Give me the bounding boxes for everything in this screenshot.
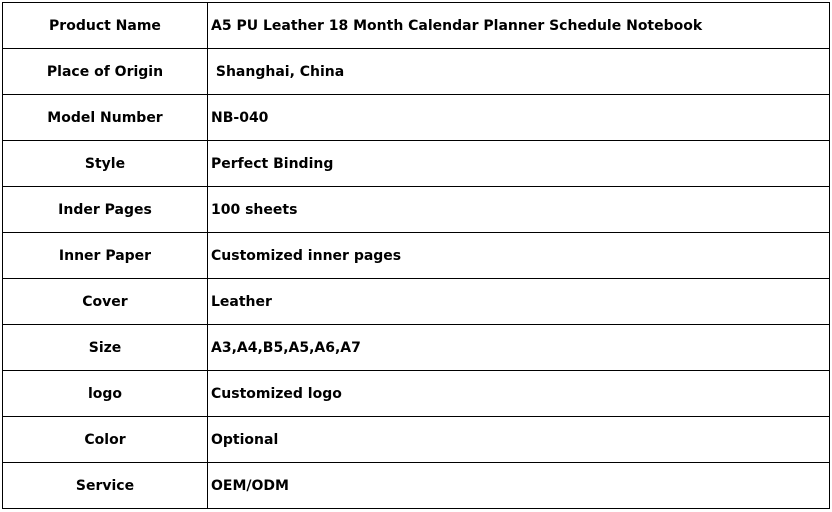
table-row [3,325,830,371]
table-row [3,371,830,417]
spec-label: Product Name [3,3,208,49]
table-row [3,49,830,95]
spec-value: Customized inner pages [208,233,830,279]
table-row [3,3,830,49]
spec-value: OEM/ODM [208,463,830,509]
spec-label: Style [3,141,208,187]
spec-label: Place of Origin [3,49,208,95]
table-row [3,141,830,187]
spec-label: Service [3,463,208,509]
spec-value: A3,A4,B5,A5,A6,A7 [208,325,830,371]
spec-label: logo [3,371,208,417]
spec-value: Leather [208,279,830,325]
spec-value: Shanghai, China [208,49,830,95]
spec-value: A5 PU Leather 18 Month Calendar Planner Schedule Notebook [208,3,830,49]
spec-label: Cover [3,279,208,325]
spec-label: Model Number [3,95,208,141]
table-row [3,187,830,233]
spec-value: Optional [208,417,830,463]
spec-value: Perfect Binding [208,141,830,187]
product-spec-table [2,2,830,509]
table-row [3,279,830,325]
spec-label: Color [3,417,208,463]
spec-label: Size [3,325,208,371]
table-row [3,233,830,279]
spec-label: Inner Paper [3,233,208,279]
spec-value: NB-040 [208,95,830,141]
table-row [3,417,830,463]
table-row [3,463,830,509]
spec-value: Customized logo [208,371,830,417]
spec-label: Inder Pages [3,187,208,233]
table-row [3,95,830,141]
spec-value: 100 sheets [208,187,830,233]
